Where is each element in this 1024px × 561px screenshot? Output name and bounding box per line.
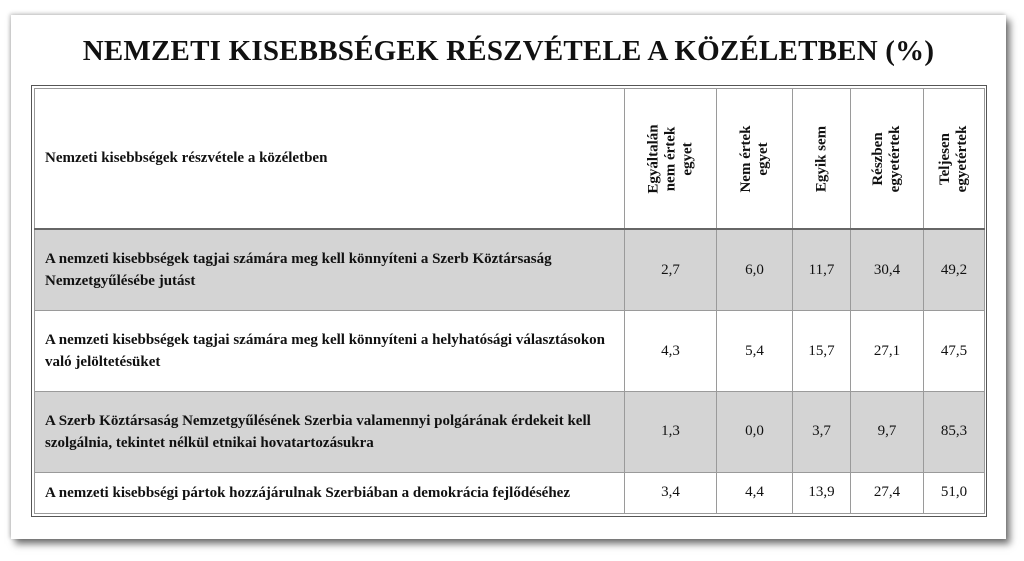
cell-fully-agree: 49,2 (924, 229, 985, 311)
table-row (35, 229, 985, 311)
cell-partly-agree: 30,4 (851, 229, 924, 311)
header-disagree: Nem értek egyet (717, 89, 793, 230)
cell-strongly-disagree: 1,3 (625, 391, 717, 472)
page-title: NEMZETI KISEBBSÉGEK RÉSZVÉTELE A KÖZÉLETBEN (%) (82, 35, 935, 67)
cell-strongly-disagree: 3,4 (625, 472, 717, 513)
survey-table-frame (31, 85, 987, 517)
header-partly-agree: Részben egyetértek (851, 89, 924, 230)
header-neutral: Egyik sem (793, 89, 851, 230)
cell-partly-agree: 27,1 (851, 311, 924, 392)
cell-fully-agree: 51,0 (924, 472, 985, 513)
row-statement: A Szerb Köztársaság Nemzetgyűlésének Szerbia valamennyi polgárának érdekeit kell szolgálnia, tekintet nélkül etnikai hovatartozásukra (35, 391, 625, 472)
row-statement: A nemzeti kisebbségek tagjai számára meg kell könnyíteni a Szerb Köztársaság Nemzetgyűlésébe jutást (35, 229, 625, 311)
header-fully-agree: Teljesen egyetértek (924, 89, 985, 230)
cell-partly-agree: 27,4 (851, 472, 924, 513)
cell-fully-agree: 85,3 (924, 391, 985, 472)
row-statement: A nemzeti kisebbségi pártok hozzájárulnak Szerbiában a demokrácia fejlődéséhez (35, 472, 625, 513)
survey-table (34, 88, 985, 514)
document-card (11, 15, 1006, 539)
table-row (35, 311, 985, 392)
cell-neutral: 11,7 (793, 229, 851, 311)
table-row (35, 391, 985, 472)
table-row (35, 472, 985, 513)
cell-fully-agree: 47,5 (924, 311, 985, 392)
cell-disagree: 5,4 (717, 311, 793, 392)
cell-neutral: 15,7 (793, 311, 851, 392)
header-strongly-disagree: Egyáltalán nem értek egyet (625, 89, 717, 230)
cell-neutral: 3,7 (793, 391, 851, 472)
table-header-row (35, 89, 985, 230)
cell-disagree: 6,0 (717, 229, 793, 311)
cell-strongly-disagree: 4,3 (625, 311, 717, 392)
cell-strongly-disagree: 2,7 (625, 229, 717, 311)
cell-disagree: 4,4 (717, 472, 793, 513)
cell-partly-agree: 9,7 (851, 391, 924, 472)
cell-neutral: 13,9 (793, 472, 851, 513)
row-statement: A nemzeti kisebbségek tagjai számára meg kell könnyíteni a helyhatósági választásokon való jelöltetésüket (35, 311, 625, 392)
cell-disagree: 0,0 (717, 391, 793, 472)
header-statement: Nemzeti kisebbségek részvétele a közéletben (35, 89, 625, 230)
